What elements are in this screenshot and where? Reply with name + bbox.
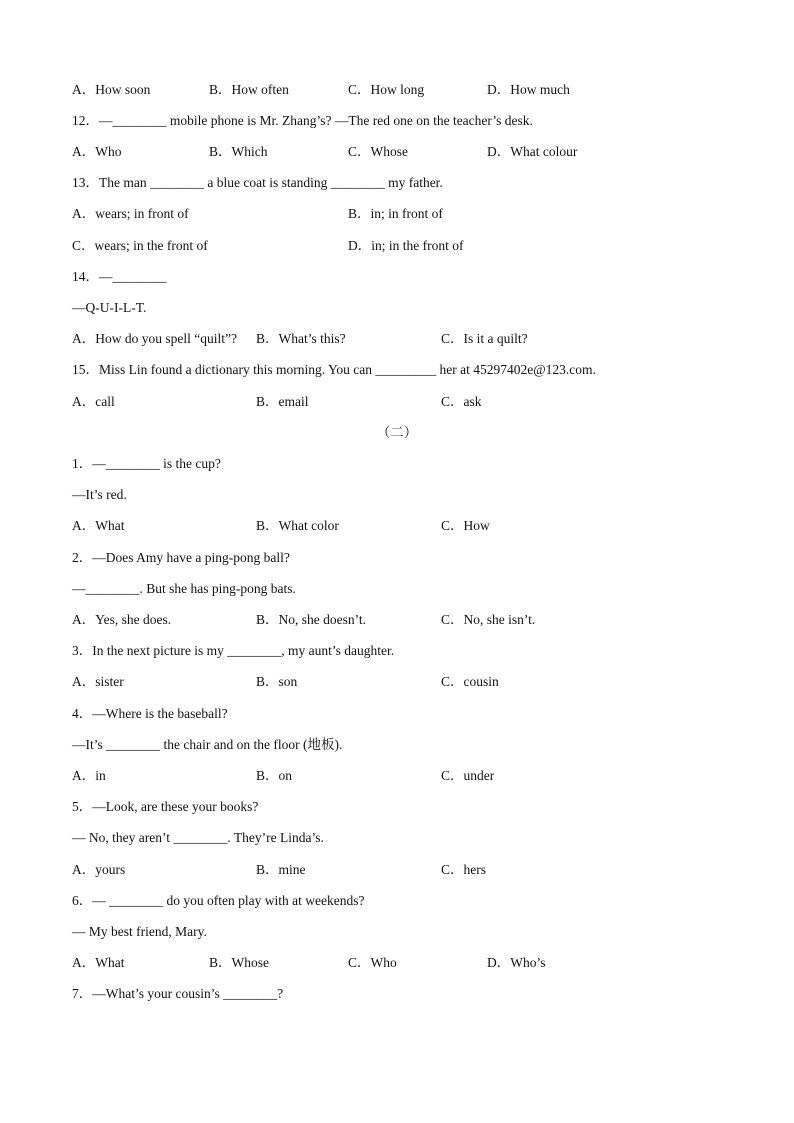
option-b: B．on <box>256 768 293 783</box>
option-a: A．yours <box>72 862 126 877</box>
question-stem: 4．—Where is the baseball? <box>72 706 228 721</box>
option-d: D．What colour <box>487 144 578 159</box>
option-a: A．Who <box>72 144 122 159</box>
option-c: C．How long <box>348 82 425 97</box>
option-a: A．How do you spell “quilt”? <box>72 331 237 346</box>
answer-line: — My best friend, Mary. <box>72 924 207 939</box>
section-title: （二） <box>376 425 418 440</box>
option-c: C．under <box>441 768 495 783</box>
answer-line: — No, they aren’t ________. They’re Linda’s. <box>72 830 324 845</box>
answer-line: —Q-U-I-L-T. <box>72 300 147 315</box>
option-b: B．Whose <box>209 955 269 970</box>
question-stem: 6．— ________ do you often play with at weekends? <box>72 893 365 908</box>
answer-line: —________. But she has ping-pong bats. <box>72 581 296 596</box>
option-a: A．wears; in front of <box>72 206 189 221</box>
option-a: A．sister <box>72 674 124 689</box>
question-stem: 7．—What’s your cousin’s ________? <box>72 986 284 1001</box>
option-c: C．Whose <box>348 144 408 159</box>
option-c: C．Is it a quilt? <box>441 331 528 346</box>
answer-line: —It’s red. <box>72 487 127 502</box>
option-b: B．in; in front of <box>348 206 443 221</box>
option-b: B．How often <box>209 82 289 97</box>
option-c: C．hers <box>441 862 486 877</box>
question-stem: 12．—________ mobile phone is Mr. Zhang’s? —The red one on the teacher’s desk. <box>72 113 533 128</box>
answer-line: —It’s ________ the chair and on the floor (地板). <box>72 737 343 752</box>
option-b: B．What color <box>256 518 339 533</box>
question-stem: 14．—________ <box>72 269 167 284</box>
option-b: B．No, she doesn’t. <box>256 612 366 627</box>
question-stem: 5．—Look, are these your books? <box>72 799 259 814</box>
option-d: D．Who’s <box>487 955 546 970</box>
option-d: D．in; in the front of <box>348 238 464 253</box>
option-b: B．son <box>256 674 298 689</box>
option-b: B．email <box>256 394 309 409</box>
question-stem: 3．In the next picture is my ________, my aunt’s daughter. <box>72 643 395 658</box>
option-d: D．How much <box>487 82 570 97</box>
option-a: A．What <box>72 955 125 970</box>
question-stem: 1．—________ is the cup? <box>72 456 221 471</box>
option-b: B．Which <box>209 144 268 159</box>
option-c: C．Who <box>348 955 397 970</box>
option-c: C．cousin <box>441 674 499 689</box>
option-c: C．wears; in the front of <box>72 238 208 253</box>
option-c: C．No, she isn’t. <box>441 612 536 627</box>
option-b: B．What’s this? <box>256 331 346 346</box>
question-stem: 13．The man ________ a blue coat is standing ________ my father. <box>72 175 443 190</box>
option-a: A．in <box>72 768 106 783</box>
option-a: A．How soon <box>72 82 151 97</box>
option-a: A．Yes, she does. <box>72 612 172 627</box>
question-stem: 2．—Does Amy have a ping-pong ball? <box>72 550 290 565</box>
option-a: A．call <box>72 394 115 409</box>
option-b: B．mine <box>256 862 306 877</box>
option-c: C．ask <box>441 394 482 409</box>
option-c: C．How <box>441 518 490 533</box>
option-a: A．What <box>72 518 125 533</box>
question-stem: 15．Miss Lin found a dictionary this morning. You can _________ her at 45297402e@123.com. <box>72 362 596 377</box>
